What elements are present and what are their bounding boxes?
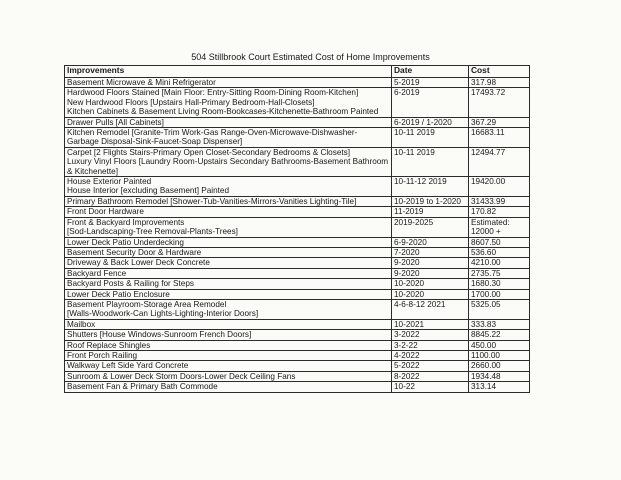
improvement-text: Luxury Vinyl Floors [Laundry Room-Upstairs Secondary Bathrooms-Basement Bathroom & Kitchenette] (67, 157, 389, 176)
improvement-cell (65, 217, 392, 237)
cost-cell: 333.83 (469, 319, 530, 329)
improvement-cell (65, 371, 392, 381)
improvement-text: Kitchen Remodel [Granite-Trim Work-Gas Range-Oven-Microwave-Dishwasher-Garbage Disposal-Sink-Faucet-Soap Dispenser] (67, 128, 358, 147)
improvement-text: Primary Bathroom Remodel [Shower-Tub-Vanities-Mirrors-Vanities Lighting-Tile] (67, 196, 357, 206)
date-cell: 6-2019 (392, 88, 469, 117)
cost-cell: 1680.30 (469, 279, 530, 289)
improvement-text: Basement Microwave & Mini Refrigerator (67, 78, 216, 87)
improvement-cell (65, 340, 392, 350)
cost-cell: 313.14 (469, 382, 530, 392)
table-row (65, 299, 530, 319)
date-cell: 8-2022 (392, 371, 469, 381)
date-cell: 10-22 (392, 382, 469, 392)
date-cell: 2019-2025 (392, 217, 469, 237)
improvement-cell (65, 258, 392, 268)
improvement-cell (65, 330, 392, 340)
table-row (65, 196, 530, 206)
date-cell: 4-6-8-12 2021 (392, 299, 469, 319)
cost-cell: 4210.00 (469, 258, 530, 268)
table-row (65, 117, 530, 127)
table-row (65, 88, 530, 117)
date-cell: 10-11 2019 (392, 147, 469, 176)
date-cell: 10-11 2019 (392, 128, 469, 148)
improvement-text: Basement Security Door & Hardware (67, 247, 202, 257)
improvement-text: Mailbox (67, 319, 96, 329)
document-title: 504 Stillbrook Court Estimated Cost of Home Improvements (191, 52, 430, 62)
improvement-cell (65, 299, 392, 319)
cost-cell: 1700.00 (469, 289, 530, 299)
table-row (65, 217, 530, 237)
improvement-cell (65, 147, 392, 176)
improvement-text: Backyard Posts & Railing for Steps (67, 279, 194, 289)
improvement-text: House Exterior Painted (67, 177, 152, 187)
date-cell: 11-2019 (392, 207, 469, 217)
improvement-text: [Sod-Landscaping-Tree Removal-Plants-Trees] (67, 227, 238, 237)
header-date: Date (392, 66, 469, 78)
improvement-text: Front Porch Railing (67, 350, 138, 360)
improvement-text: Lower Deck Patio Underdecking (67, 237, 184, 247)
date-cell: 10-11-12 2019 (392, 177, 469, 197)
table-row (65, 319, 530, 329)
date-cell: 10-2020 (392, 289, 469, 299)
cost-cell: 1100.00 (469, 350, 530, 360)
table-row (65, 382, 530, 392)
table-row (65, 289, 530, 299)
improvement-text: House Interior [excluding Basement] Painted (67, 186, 230, 196)
date-cell: 9-2020 (392, 268, 469, 278)
cost-cell: 17493.72 (469, 88, 530, 117)
improvement-cell (65, 207, 392, 217)
cost-cell: 31433.99 (469, 196, 530, 206)
improvement-cell (65, 88, 392, 117)
cost-cell: 367.29 (469, 117, 530, 127)
improvement-text: Roof Replace Shingles (67, 340, 151, 350)
date-cell: 7-2020 (392, 247, 469, 257)
table-header-row (65, 66, 530, 78)
date-cell: 3-2022 (392, 330, 469, 340)
improvement-cell (65, 350, 392, 360)
cost-cell: 19420.00 (469, 177, 530, 197)
table-row (65, 237, 530, 247)
date-cell: 4-2022 (392, 350, 469, 360)
improvement-text: Basement Fan & Primary Bath Commode (67, 382, 218, 392)
table-body (65, 78, 530, 393)
improvement-text: Front & Backyard Improvements (67, 217, 185, 227)
cost-cell: 2735.75 (469, 268, 530, 278)
table-row (65, 340, 530, 350)
cost-cell: 8845.22 (469, 330, 530, 340)
improvements-table (64, 65, 530, 393)
improvement-text: Drawer Pulls [All Cabinets] (67, 117, 164, 127)
date-cell: 6-9-2020 (392, 237, 469, 247)
improvement-text: Basement Playroom-Storage Area Remodel (67, 299, 227, 309)
table-row (65, 247, 530, 257)
improvement-cell (65, 196, 392, 206)
improvement-text: Shutters [House Windows-Sunroom French Doors] (67, 330, 252, 340)
improvement-cell (65, 289, 392, 299)
cost-cell: 2660.00 (469, 361, 530, 371)
improvement-cell (65, 78, 392, 88)
cost-cell: 8607.50 (469, 237, 530, 247)
improvement-text: Driveway & Back Lower Deck Concrete (67, 258, 210, 268)
cost-cell: Estimated: 12000 + (469, 217, 530, 237)
table-row (65, 330, 530, 340)
cost-cell: 16683.11 (469, 128, 530, 148)
table-row (65, 371, 530, 381)
date-cell: 10-2020 (392, 279, 469, 289)
improvement-text: Backyard Fence (67, 268, 127, 278)
improvement-cell (65, 128, 392, 148)
table-row (65, 128, 530, 148)
improvement-cell (65, 361, 392, 371)
improvement-cell (65, 382, 392, 392)
table-row (65, 207, 530, 217)
table-row (65, 350, 530, 360)
date-cell: 5-2019 (392, 78, 469, 88)
table-row (65, 177, 530, 197)
table-row (65, 279, 530, 289)
improvement-text: Kitchen Cabinets & Basement Living Room-Bookcases-Kitchenette-Bathroom Painted (67, 107, 379, 117)
cost-cell: 5325.05 (469, 299, 530, 319)
improvement-cell (65, 247, 392, 257)
table-row (65, 258, 530, 268)
date-cell: 10-2019 to 1-2020 (392, 196, 469, 206)
improvement-text: Hardwood Floors Stained [Main Floor: Entry-Sitting Room-Dining Room-Kitchen] (67, 88, 359, 98)
date-cell: 5-2022 (392, 361, 469, 371)
cost-cell: 1934.48 (469, 371, 530, 381)
improvement-text: Carpet [2 Flights Stairs-Primary Open Closet-Secondary Bedrooms & Closets] (67, 147, 351, 157)
improvement-cell (65, 117, 392, 127)
table-row (65, 268, 530, 278)
cost-cell: 536.60 (469, 247, 530, 257)
date-cell: 6-2019 / 1-2020 (392, 117, 469, 127)
date-cell: 9-2020 (392, 258, 469, 268)
header-cost: Cost (469, 66, 530, 78)
improvement-text: New Hardwood Floors [Upstairs Hall-Primary Bedroom-Hall-Closets] (67, 97, 315, 107)
improvement-cell (65, 177, 392, 197)
improvement-text: Front Door Hardware (67, 207, 144, 217)
improvement-text: Walkway Left Side Yard Concrete (67, 361, 189, 371)
cost-cell: 12494.77 (469, 147, 530, 176)
header-improvements: Improvements (65, 66, 392, 78)
improvement-cell (65, 279, 392, 289)
improvement-cell (65, 319, 392, 329)
cost-cell: 450.00 (469, 340, 530, 350)
improvement-text: Lower Deck Patio Enclosure (67, 289, 170, 299)
table-row (65, 147, 530, 176)
date-cell: 10-2021 (392, 319, 469, 329)
cost-cell: 317.98 (469, 78, 530, 88)
improvement-cell (65, 237, 392, 247)
table-row (65, 78, 530, 88)
date-cell: 3-2-22 (392, 340, 469, 350)
improvement-cell (65, 268, 392, 278)
cost-cell: 170.82 (469, 207, 530, 217)
improvement-text: [Walls-Woodwork-Can Lights-Lighting-Interior Doors] (67, 309, 259, 319)
improvement-text: Sunroom & Lower Deck Storm Doors-Lower Deck Ceiling Fans (67, 371, 296, 381)
table-row (65, 361, 530, 371)
